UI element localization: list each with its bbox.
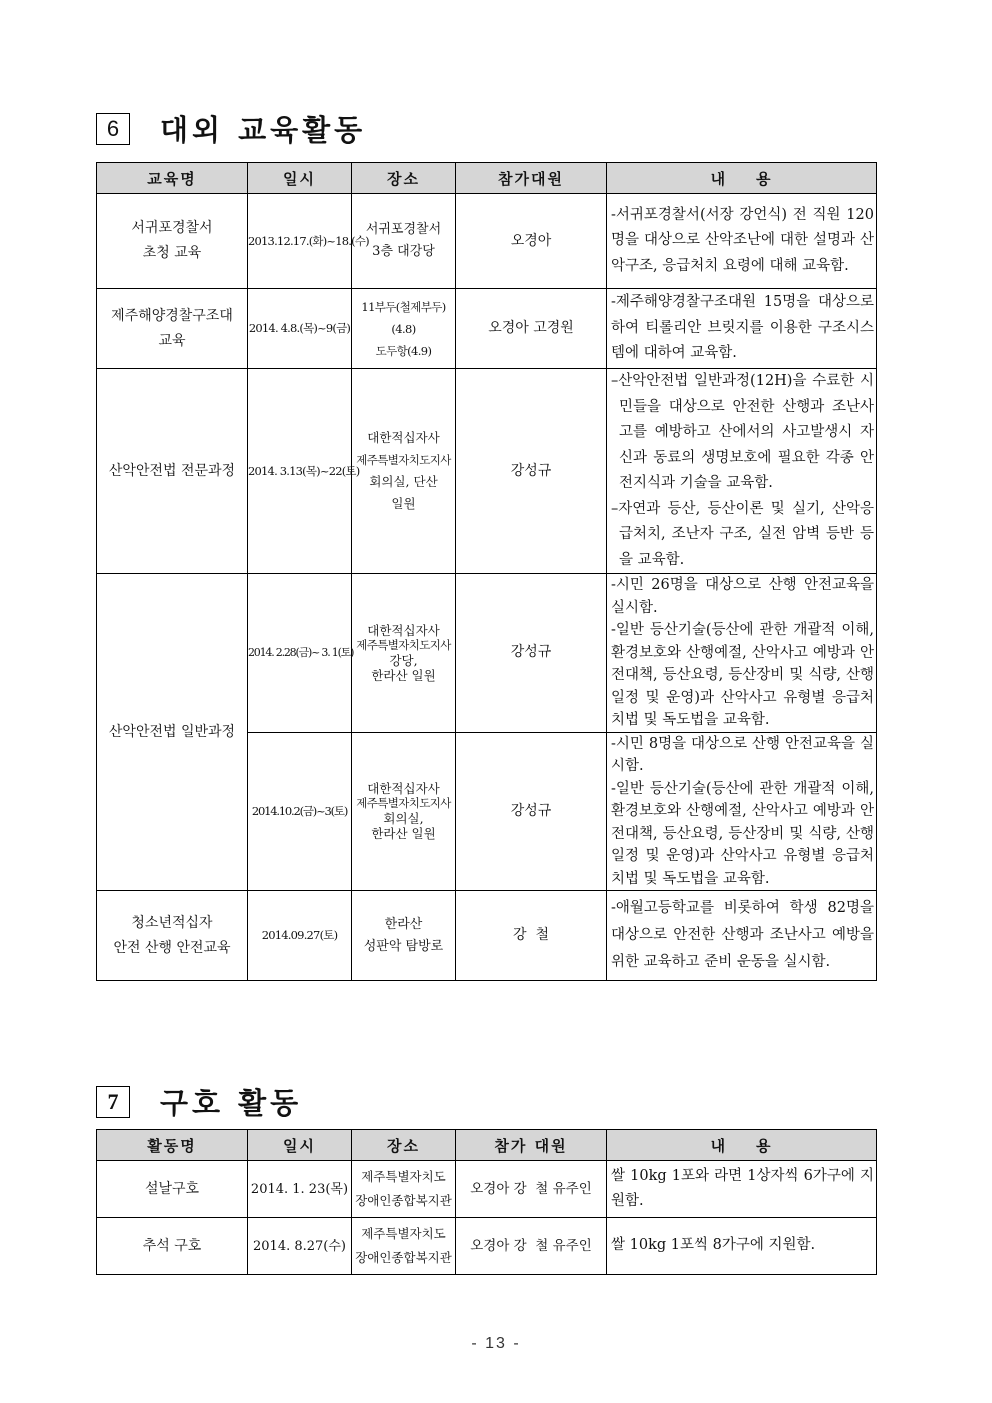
page-number: - 13 - bbox=[471, 1335, 521, 1352]
education-place: 대한적십자사 제주특별자치도지사 회의실, 한라산 일원 bbox=[352, 732, 456, 891]
activity-place: 제주특별자치도 장애인종합복지관 bbox=[352, 1161, 456, 1218]
education-place: 11부두(철제부두)(4.8) 도두항(4.9) bbox=[352, 289, 456, 369]
section-number: 7 bbox=[96, 1086, 130, 1118]
header-members: 참가대원 bbox=[456, 163, 607, 194]
section-title: 구호 활동 bbox=[160, 1086, 303, 1120]
education-members: 강성규 bbox=[456, 574, 607, 733]
table-header-row bbox=[97, 163, 877, 194]
education-date: 2014.09.27(토) bbox=[248, 891, 352, 981]
activity-members: 오경아 강 철 유주인 bbox=[456, 1218, 607, 1275]
activity-date: 2014. 8.27(수) bbox=[248, 1218, 352, 1275]
education-content: -서귀포경찰서(서장 강언식) 전 직원 120명을 대상으로 산악조난에 대한 설명과 산악구조, 응급처치 요령에 대해 교육함. bbox=[607, 194, 877, 289]
table-row bbox=[97, 1218, 877, 1275]
header-members: 참가 대원 bbox=[456, 1130, 607, 1161]
activity-name: 추석 구호 bbox=[97, 1218, 248, 1275]
section-6-heading bbox=[96, 108, 366, 149]
header-date: 일시 bbox=[248, 1130, 352, 1161]
education-members: 강성규 bbox=[456, 732, 607, 891]
education-name: 청소년적십자 안전 산행 안전교육 bbox=[97, 891, 248, 981]
header-place: 장소 bbox=[352, 1130, 456, 1161]
education-place: 서귀포경찰서 3층 대강당 bbox=[352, 194, 456, 289]
relief-activity-table bbox=[96, 1129, 877, 1275]
activity-date: 2014. 1. 23(목) bbox=[248, 1161, 352, 1218]
table-row bbox=[97, 369, 877, 574]
education-content: –산악안전법 일반과정(12H)을 수료한 시민들을 대상으로 안전한 산행과 조난사고를 예방하고 산에서의 사고발생시 자신과 동료의 생명보호에 필요한 각종 안전지식과 기술을 교육함. –자연과 등산, 등산이론 및 실기, 산악응급처치, 조난자 구조, 실전 암벽 등반 등을 교육함. bbox=[607, 369, 877, 574]
education-members: 오경아 bbox=[456, 194, 607, 289]
education-content: -제주해양경찰구조대원 15명을 대상으로 하여 티롤리안 브릿지를 이용한 구조시스템에 대하여 교육함. bbox=[607, 289, 877, 369]
education-date: 2014.10.2(금)~3(토) bbox=[248, 732, 352, 891]
table-header-row bbox=[97, 1130, 877, 1161]
table-row bbox=[97, 574, 877, 733]
education-name: 서귀포경찰서 초청 교육 bbox=[97, 194, 248, 289]
education-name: 제주해양경찰구조대 교육 bbox=[97, 289, 248, 369]
education-place: 대한적십자사 제주특별자치도지사 강당, 한라산 일원 bbox=[352, 574, 456, 733]
section-number: 6 bbox=[96, 113, 130, 145]
activity-name: 설날구호 bbox=[97, 1161, 248, 1218]
activity-content: 쌀 10kg 1포씩 8가구에 지원함. bbox=[607, 1218, 877, 1275]
education-date: 2013.12.17.(화)~18.(수) bbox=[248, 194, 352, 289]
table-row bbox=[97, 194, 877, 289]
activity-members: 오경아 강 철 유주인 bbox=[456, 1161, 607, 1218]
education-members: 강성규 bbox=[456, 369, 607, 574]
education-date: 2014. 2.28(금)~ 3. 1(토) bbox=[248, 574, 352, 733]
education-content: -시민 26명을 대상으로 산행 안전교육을 실시함. -일반 등산기술(등산에 관한 개괄적 이해, 환경보호와 산행예절, 산악사고 예방과 안전대책, 등산요령, 등산장비 및 식량, 산행일정 및 운영)과 산악사고 유형별 응급처치법 및 독도법을 교육함. bbox=[607, 574, 877, 733]
external-education-table bbox=[96, 162, 877, 981]
header-place: 장소 bbox=[352, 163, 456, 194]
table-row bbox=[97, 1161, 877, 1218]
education-name: 산악안전법 일반과정 bbox=[97, 574, 248, 891]
section-7-heading bbox=[96, 1081, 302, 1122]
header-content: 내 용 bbox=[607, 163, 877, 194]
education-place: 한라산 성판악 탐방로 bbox=[352, 891, 456, 981]
activity-content: 쌀 10kg 1포와 라면 1상자씩 6가구에 지원함. bbox=[607, 1161, 877, 1218]
header-activity-name: 활동명 bbox=[97, 1130, 248, 1161]
education-date: 2014. 3.13(목)~22(토) bbox=[248, 369, 352, 574]
education-content: -시민 8명을 대상으로 산행 안전교육을 실시함. -일반 등산기술(등산에 관한 개괄적 이해, 환경보호와 산행예절, 산악사고 예방과 안전대책, 등산요령, 등산장비 및 식량, 산행일정 및 운영)과 산악사고 유형별 응급처치법 및 독도법을 교육함. bbox=[607, 732, 877, 891]
education-members: 강 철 bbox=[456, 891, 607, 981]
education-name: 산악안전법 전문과정 bbox=[97, 369, 248, 574]
table-row bbox=[97, 891, 877, 981]
education-members: 오경아 고경원 bbox=[456, 289, 607, 369]
activity-place: 제주특별자치도 장애인종합복지관 bbox=[352, 1218, 456, 1275]
education-place: 대한적십자사 제주특별자치도지사 회의실, 단산 일원 bbox=[352, 369, 456, 574]
education-content: -애월고등학교를 비롯하여 학생 82명을 대상으로 안전한 산행과 조난사고 예방을 위한 교육하고 준비 운동을 실시함. bbox=[607, 891, 877, 981]
education-date: 2014. 4.8.(목)~9(금) bbox=[248, 289, 352, 369]
header-content: 내 용 bbox=[607, 1130, 877, 1161]
header-date: 일시 bbox=[248, 163, 352, 194]
header-education-name: 교육명 bbox=[97, 163, 248, 194]
section-title: 대외 교육활동 bbox=[160, 113, 367, 147]
table-row bbox=[97, 289, 877, 369]
